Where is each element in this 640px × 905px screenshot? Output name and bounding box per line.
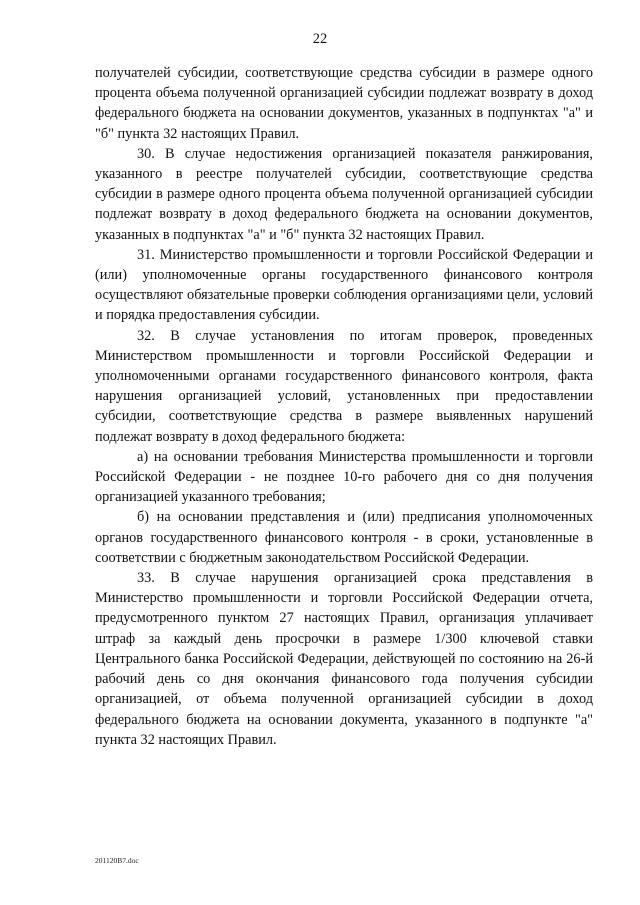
paragraph-32-a: а) на основании требования Министерства промышленности и торговли Российской Федерации - не позднее 10-го рабочего дня со дня получения организацией указанного требования; bbox=[95, 448, 593, 506]
page-number: 22 bbox=[312, 31, 328, 47]
paragraph-31: 31. Министерство промышленности и торговли Российской Федерации и (или) уполномоченные органы государственного финансового контроля осуществляют обязательные проверки соблюдения организациями цели, условий и порядка предоставления субсидии. bbox=[95, 246, 593, 324]
paragraph-33: 33. В случае нарушения организацией срока представления в Министерство промышленности и торговли Российской Федерации отчета, предусмотренного пунктом 27 настоящих Правил, организация уплачивает штраф за каждый день просрочки в размере 1/300 ключевой ставки Центрального банка Российской Федерации, действующей по состоянию на 26-й рабочий день со дня окончания финансового года получения субсидии организацией, от объема полученной организацией субсидии в доход федерального бюджета на основании документа, указанного в подпункте "а" пункта 32 настоящих Правил. bbox=[95, 570, 593, 748]
paragraph-32: 32. В случае установления по итогам проверок, проведенных Министерством промышленности и торговли Российской Федерации и уполномоченными органами государственного финансового контроля, факта нарушения организацией условий, установленных при предоставлении субсидии, соответствующие средства в размере выявленных нарушений подлежат возврату в доход федерального бюджета: bbox=[95, 327, 593, 445]
paragraph-32-b: б) на основании представления и (или) предписания уполномоченных органов государственного финансового контроля - в сроки, установленные в соответствии с бюджетным законодательством Российской Федерации. bbox=[95, 509, 593, 566]
paragraph-continuation: получателей субсидии, соответствующие средства субсидии в размере одного процента объема полученной организацией субсидии подлежат возврату в доход федерального бюджета на основании документов, указанных в подпунктах "а" и "б" пункта 32 настоящих Правил. bbox=[95, 65, 593, 142]
paragraph-30: 30. В случае недостижения организацией показателя ранжирования, указанного в реестре получателей субсидии, соответствующие средства субсидии в размере одного процента объема полученной организацией субсидии подлежат возврату в доход федерального бюджета на основании документов, указанных в подпунктах "а" и "б" пункта 32 настоящих Правил. bbox=[95, 145, 593, 243]
footer-file-code: 201120B7.doc bbox=[95, 856, 139, 865]
document-body bbox=[95, 63, 593, 750]
